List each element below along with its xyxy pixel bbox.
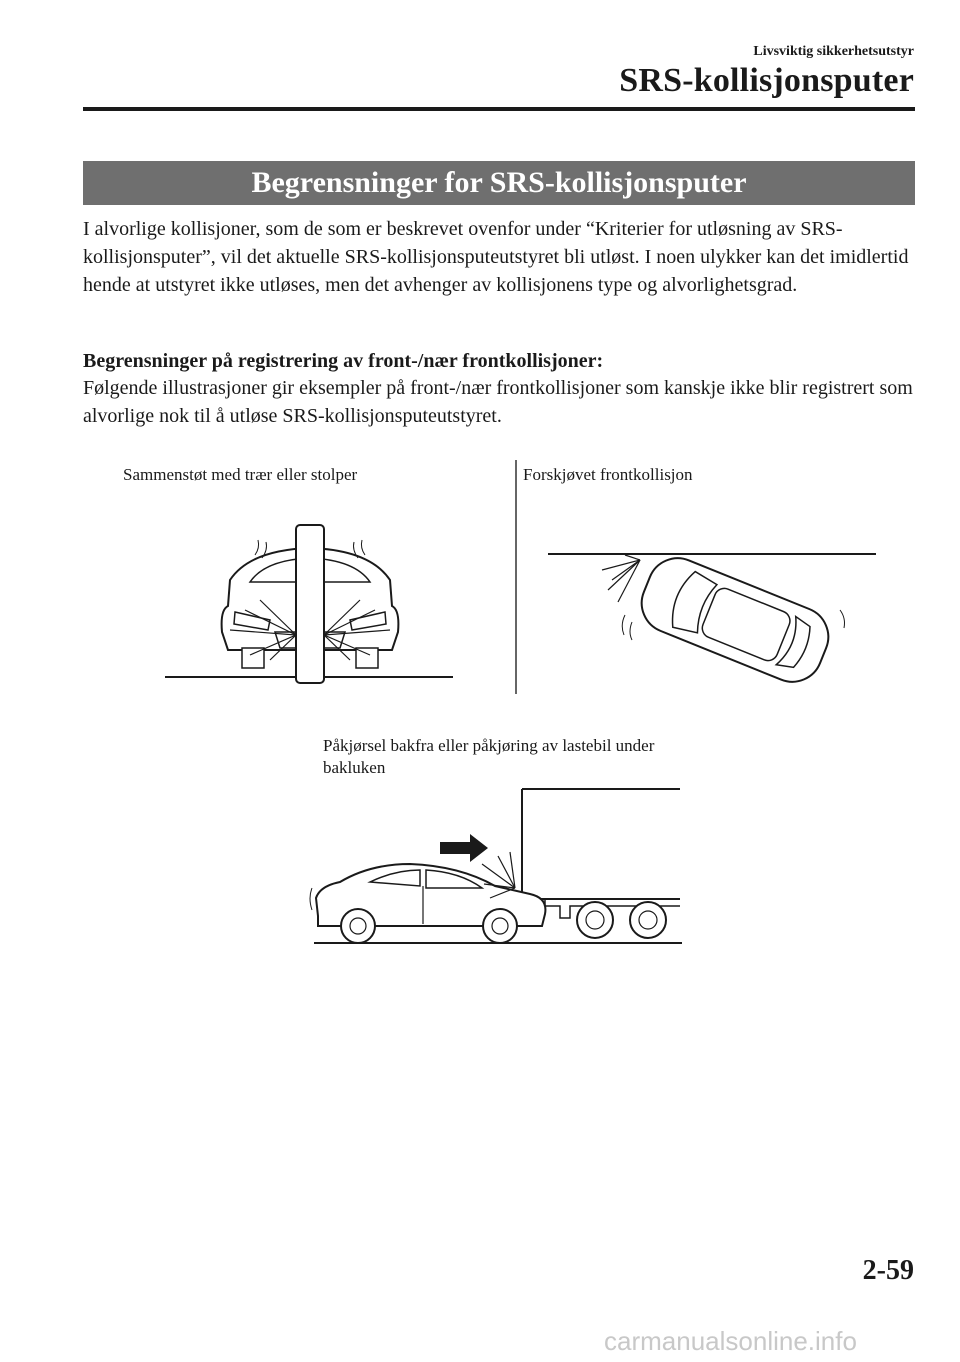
header-rule <box>83 107 915 111</box>
figure-divider <box>514 460 518 696</box>
car-hitting-pole-illustration <box>160 520 460 690</box>
chapter-title: Livsviktig sikkerhetsutstyr <box>753 44 914 59</box>
figure-caption-offset: Forskjøvet frontkollisjon <box>523 465 693 484</box>
offset-frontal-collision-illustration <box>540 540 880 690</box>
figure-caption-underride: Påkjørsel bakfra eller påkjøring av lastebil under bakluken <box>323 736 655 777</box>
figure-caption-pole: Sammenstøt med trær eller stolper <box>123 465 358 484</box>
intro-paragraph: I alvorlige kollisjoner, som de som er beskrevet ovenfor under “Kriterier for utløsning av SRS-kollisjonsputer”, vil det aktuelle SRS-kollisjonsputeutstyret bli utløst. I noen ulykker kan det imidlertid hende at utstyret ikke utløses, men det avhenger av kollisjonens type og alvorlighetsgrad. <box>83 218 909 296</box>
underride-truck-collision-illustration <box>310 786 685 948</box>
section-title: SRS-kollisjonsputer <box>619 62 914 99</box>
page-number: 2-59 <box>862 1255 914 1286</box>
topic-banner: Begrensninger for SRS-kollisjonsputer <box>83 161 915 205</box>
subheading: Begrensninger på registrering av front-/nær frontkollisjoner: <box>83 350 604 372</box>
watermark: carmanualsonline.info <box>604 1326 857 1356</box>
body-paragraph: Følgende illustrasjoner gir eksempler på front-/nær frontkollisjoner som kanskje ikke blir registrert som alvorlige nok til å utløse SRS-kollisjonsputeutstyret. <box>83 377 913 427</box>
